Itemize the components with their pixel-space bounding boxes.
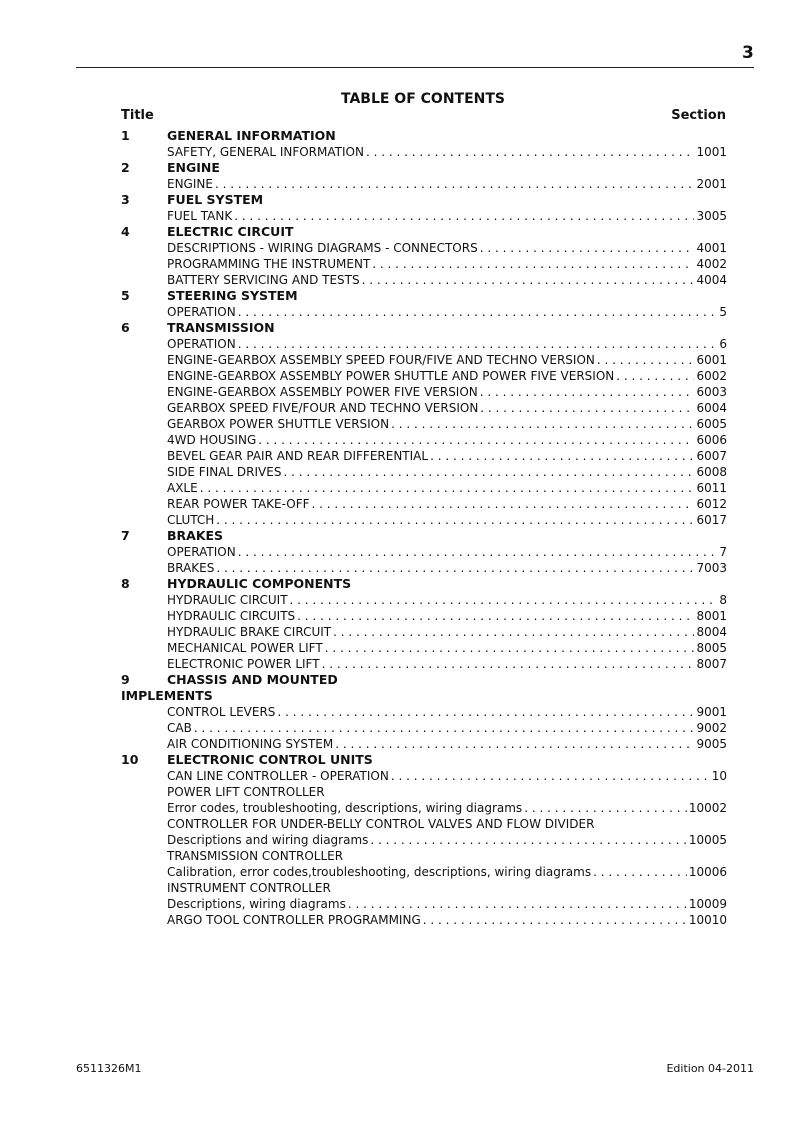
chapter-row [0,576,794,592]
dot-leader [215,176,694,192]
toc-entry-text: Error codes, troubleshooting, descriptions, wiring diagrams [167,801,523,815]
column-header-title: Title [121,108,154,123]
dot-leader [312,496,695,512]
toc-entry-section: 10 [711,769,727,783]
toc-entry[interactable] [167,592,727,608]
toc-entry-section: 10006 [688,865,727,879]
toc-entry-section: 8004 [696,625,727,639]
toc-entry[interactable] [167,832,727,848]
toc-entry[interactable] [167,640,727,656]
chapter-title: TRANSMISSION [167,320,275,335]
dot-leader [258,432,694,448]
toc-entry[interactable] [167,656,727,672]
toc-entry[interactable] [167,560,727,576]
toc-entry-row[interactable] [0,144,794,160]
chapter-row [0,752,794,768]
dot-leader [325,640,695,656]
toc-entry[interactable] [167,480,727,496]
toc-entry[interactable] [167,800,727,816]
dot-leader [194,720,695,736]
dot-leader [216,560,694,576]
footer-edition: Edition 04-2011 [666,1062,754,1075]
chapter-number: 1 [121,128,130,143]
toc-entry[interactable] [167,368,727,384]
toc-entry[interactable] [167,720,727,736]
toc-entry-text: ENGINE [167,177,213,191]
toc-entry-row[interactable] [0,336,794,352]
toc-entry-section: 9002 [696,721,727,735]
toc-entry[interactable] [167,464,727,480]
toc-entry-section: 6004 [696,401,727,415]
toc-entry-text: 4WD HOUSING [167,433,257,447]
dot-leader [524,800,687,816]
toc-entry-text: CAN LINE CONTROLLER - OPERATION [167,769,389,783]
toc-entry[interactable] [167,736,727,752]
dot-leader [277,704,694,720]
dot-leader [234,208,694,224]
toc-entry-row[interactable] [0,256,794,272]
toc-entry-text: ENGINE-GEARBOX ASSEMBLY POWER FIVE VERSION [167,385,478,399]
toc-entry-row[interactable] [0,832,794,848]
toc-entry-text: BRAKES [167,561,215,575]
chapter-row [0,672,794,688]
toc-entry-section: 7003 [696,561,727,575]
toc-entry-row[interactable] [0,864,794,880]
toc-entry-row[interactable] [0,240,794,256]
toc-entry-row[interactable] [0,496,794,512]
toc-entry-text: FUEL TANK [167,209,233,223]
toc-entry-row[interactable] [0,480,794,496]
toc-entry[interactable] [167,352,727,368]
toc-entry[interactable] [167,432,727,448]
chapter-number: 7 [121,528,130,543]
toc-entry-row[interactable] [0,432,794,448]
dot-leader [362,272,695,288]
chapter-number: 4 [121,224,130,239]
toc-entry-row[interactable] [0,896,794,912]
toc-entry-text: BEVEL GEAR PAIR AND REAR DIFFERENTIAL [167,449,429,463]
toc-entry-section: 6 [719,337,727,351]
toc-entry-section: 6001 [696,353,727,367]
toc-entry-row[interactable] [0,560,794,576]
toc-entry-row[interactable] [0,416,794,432]
dot-leader [238,304,718,320]
toc-entry[interactable] [167,256,727,272]
chapter-title: STEERING SYSTEM [167,288,298,303]
dot-leader [216,512,694,528]
chapter-title-continuation: IMPLEMENTS [121,688,213,703]
toc-entry[interactable] [167,336,727,352]
toc-entry-text: Descriptions and wiring diagrams [167,833,369,847]
chapter-title: GENERAL INFORMATION [167,128,336,143]
dot-leader [366,144,695,160]
toc-entry[interactable] [167,768,727,784]
dot-leader [372,256,694,272]
toc-entry-row[interactable] [0,640,794,656]
dot-leader [335,736,694,752]
chapter-number: 10 [121,752,139,767]
toc-entry-row[interactable] [0,592,794,608]
toc-entry-section: 10005 [688,833,727,847]
chapter-row [0,224,794,240]
dot-leader [430,448,694,464]
toc-entry-row[interactable] [0,912,794,928]
toc-entry[interactable] [167,544,727,560]
toc-entry-section: 10002 [688,801,727,815]
chapter-number: 2 [121,160,130,175]
toc-entry-row[interactable] [0,736,794,752]
toc-entry[interactable] [167,624,727,640]
chapter-row [0,160,794,176]
toc-entry-text: OPERATION [167,305,236,319]
toc-entry-section: 6002 [696,369,727,383]
toc-subheading-row [0,848,794,864]
toc-entry[interactable] [167,704,727,720]
toc-entry[interactable] [167,448,727,464]
dot-leader [297,608,694,624]
toc-subheading-row [0,816,794,832]
toc-entry-section: 10010 [688,913,727,927]
toc-entry-section: 9001 [696,705,727,719]
toc-entry-text: REAR POWER TAKE-OFF [167,497,310,511]
dot-leader [370,832,686,848]
toc-entry-text: ARGO TOOL CONTROLLER PROGRAMMING [167,913,421,927]
toc-entry[interactable] [167,272,727,288]
toc-subheading-row [0,880,794,896]
toc-entry-text: CLUTCH [167,513,215,527]
toc-entry-row[interactable] [0,656,794,672]
dot-leader [290,592,718,608]
toc-entry-text: ENGINE-GEARBOX ASSEMBLY SPEED FOUR/FIVE AND TECHNO VERSION [167,353,595,367]
chapter-number: 5 [121,288,130,303]
toc-entry-section: 3005 [696,209,727,223]
toc-entry-text: GEARBOX SPEED FIVE/FOUR AND TECHNO VERSION [167,401,479,415]
chapter-row [0,128,794,144]
toc-entry-text: CAB [167,721,192,735]
dot-leader [322,656,695,672]
toc-entry-row[interactable] [0,368,794,384]
toc-subheading: TRANSMISSION CONTROLLER [167,849,344,863]
dot-leader [238,336,718,352]
chapter-title: CHASSIS AND MOUNTED [167,672,338,687]
toc-entry[interactable] [167,208,727,224]
toc-entry-text: MECHANICAL POWER LIFT [167,641,323,655]
toc-entry-row[interactable] [0,512,794,528]
toc-entry[interactable] [167,912,727,928]
page-number: 3 [742,43,754,63]
toc-subheading: CONTROLLER FOR UNDER-BELLY CONTROL VALVES AND FLOW DIVIDER [167,817,595,831]
toc-entry-text: Calibration, error codes,troubleshooting, descriptions, wiring diagrams [167,865,592,879]
footer-doc-code: 6511326M1 [76,1062,142,1075]
toc-entry[interactable] [167,864,727,880]
dot-leader [238,544,718,560]
toc-entry-row[interactable] [0,400,794,416]
dot-leader [616,368,694,384]
toc-entry-row[interactable] [0,272,794,288]
dot-leader [597,352,695,368]
dot-leader [283,464,694,480]
chapter-title: ELECTRIC CIRCUIT [167,224,294,239]
toc-entry-section: 6007 [696,449,727,463]
toc-subheading: POWER LIFT CONTROLLER [167,785,325,799]
toc-entry-text: AXLE [167,481,198,495]
toc-entry-section: 6017 [696,513,727,527]
toc-entry-text: OPERATION [167,545,236,559]
chapter-row [0,192,794,208]
chapter-row [0,528,794,544]
toc-entry-text: Descriptions, wiring diagrams [167,897,346,911]
toc-entry-text: BATTERY SERVICING AND TESTS [167,273,360,287]
toc-entry-row[interactable] [0,448,794,464]
toc-entry-text: GEARBOX POWER SHUTTLE VERSION [167,417,390,431]
toc-entry-text: HYDRAULIC CIRCUIT [167,593,288,607]
toc-entry-text: ELECTRONIC POWER LIFT [167,657,320,671]
toc-entry-text: OPERATION [167,337,236,351]
toc-entry-section: 6008 [696,465,727,479]
dot-leader [593,864,687,880]
chapter-number: 6 [121,320,130,335]
toc-entry-row[interactable] [0,352,794,368]
chapter-title: FUEL SYSTEM [167,192,264,207]
document-title: TABLE OF CONTENTS [340,91,506,107]
toc-entry[interactable] [167,400,727,416]
column-header-section: Section [671,108,726,123]
chapter-title: HYDRAULIC COMPONENTS [167,576,352,591]
toc-entry[interactable] [167,304,727,320]
chapter-number: 9 [121,672,130,687]
dot-leader [391,416,694,432]
toc-entry-section: 6012 [696,497,727,511]
dot-leader [391,768,710,784]
toc-entry-text: SAFETY, GENERAL INFORMATION [167,145,364,159]
toc-entry-section: 6006 [696,433,727,447]
dot-leader [348,896,687,912]
toc-entry-section: 8005 [696,641,727,655]
toc-entry[interactable] [167,144,727,160]
dot-leader [423,912,687,928]
toc-subheading: INSTRUMENT CONTROLLER [167,881,331,895]
header-rule [76,67,754,68]
toc-entry-section: 10009 [688,897,727,911]
toc-entry-row[interactable] [0,464,794,480]
toc-entry-section: 6011 [696,481,727,495]
toc-entry-row[interactable] [0,800,794,816]
toc-entry[interactable] [167,496,727,512]
toc-entry[interactable] [167,176,727,192]
toc-entry-text: HYDRAULIC BRAKE CIRCUIT [167,625,332,639]
toc-entry-section: 1001 [696,145,727,159]
toc-entry[interactable] [167,512,727,528]
toc-entry-text: AIR CONDITIONING SYSTEM [167,737,334,751]
toc-subheading-row [0,784,794,800]
toc-entry-section: 6005 [696,417,727,431]
toc-entry[interactable] [167,608,727,624]
toc-entry-section: 5 [719,305,727,319]
toc-entry-row[interactable] [0,176,794,192]
dot-leader [333,624,694,640]
toc-entry[interactable] [167,416,727,432]
toc-entry-text: HYDRAULIC CIRCUITS [167,609,296,623]
dot-leader [200,480,695,496]
toc-entry-row[interactable] [0,384,794,400]
chapter-title: ENGINE [167,160,220,175]
toc-entry-row[interactable] [0,768,794,784]
chapter-number: 8 [121,576,130,591]
chapter-row-continuation [0,688,794,704]
chapter-number: 3 [121,192,130,207]
toc-entry[interactable] [167,240,727,256]
chapter-title: BRAKES [167,528,224,543]
toc-entry-row[interactable] [0,608,794,624]
chapter-title: ELECTRONIC CONTROL UNITS [167,752,373,767]
toc-entry-row[interactable] [0,704,794,720]
toc-entry-section: 6003 [696,385,727,399]
toc-entry-section: 8001 [696,609,727,623]
toc-entry[interactable] [167,384,727,400]
dot-leader [480,400,694,416]
toc-entry-text: ENGINE-GEARBOX ASSEMBLY POWER SHUTTLE AND POWER FIVE VERSION [167,369,615,383]
toc-entry-row[interactable] [0,624,794,640]
toc-entry-row[interactable] [0,720,794,736]
toc-entry-row[interactable] [0,304,794,320]
toc-entry-row[interactable] [0,208,794,224]
toc-entry-text: DESCRIPTIONS - WIRING DIAGRAMS - CONNECTORS [167,241,478,255]
toc-entry-section: 2001 [696,177,727,191]
toc-entry-section: 4002 [696,257,727,271]
toc-entry-text: CONTROL LEVERS [167,705,276,719]
toc-entry-section: 7 [719,545,727,559]
chapter-row [0,320,794,336]
toc-entry-section: 9005 [696,737,727,751]
toc-entry-section: 4004 [696,273,727,287]
table-of-contents [0,128,794,928]
chapter-row [0,288,794,304]
toc-entry-row[interactable] [0,544,794,560]
toc-entry-section: 8007 [696,657,727,671]
dot-leader [480,384,695,400]
toc-entry-section: 8 [719,593,727,607]
toc-entry[interactable] [167,896,727,912]
toc-entry-text: SIDE FINAL DRIVES [167,465,282,479]
toc-entry-text: PROGRAMMING THE INSTRUMENT [167,257,371,271]
dot-leader [480,240,695,256]
toc-entry-section: 4001 [696,241,727,255]
